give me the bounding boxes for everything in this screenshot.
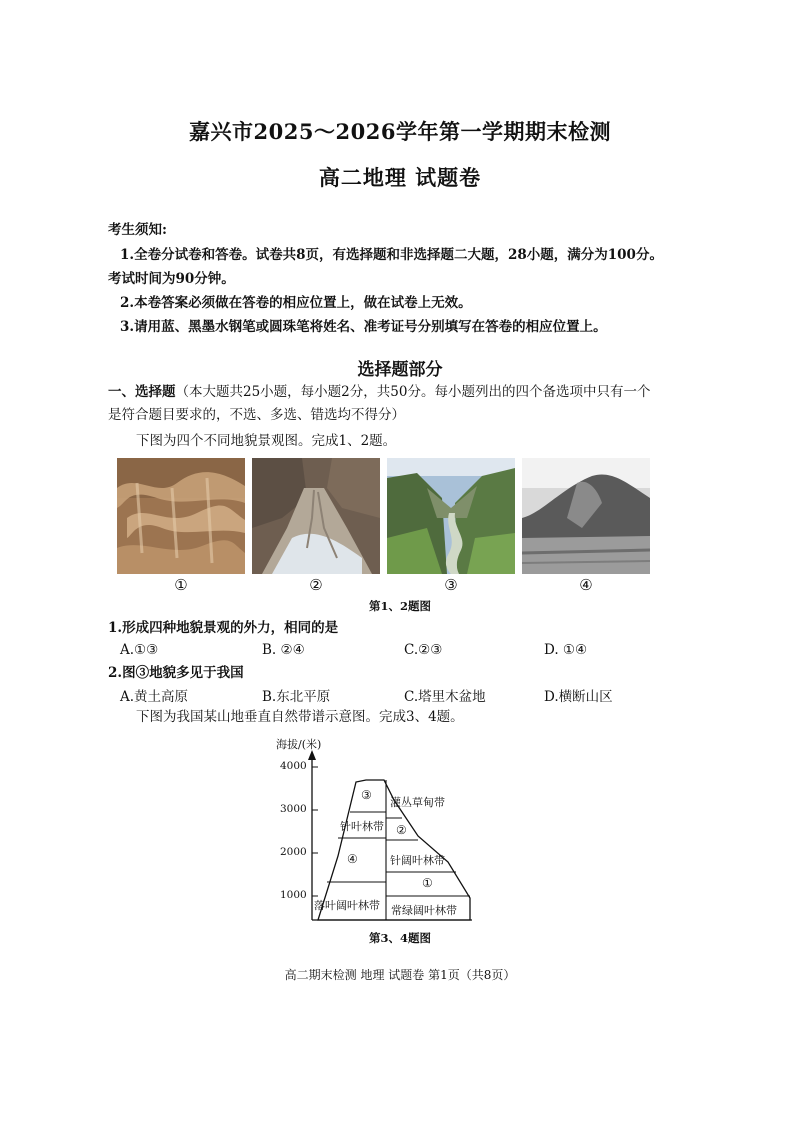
photo-desert-mountain [522,458,650,574]
photo-label-3: ③ [444,576,458,594]
exam-title: 嘉兴市2025～2026学年第一学期期末检测 [189,119,611,144]
zone-label-evergreen: 常绿阔叶林带 [391,904,457,917]
zone-label-1: ① [422,876,433,890]
photo-alluvial-fan [252,458,380,574]
figure-caption-1: 第1、2题图 [368,599,431,613]
exam-subtitle: 高二地理 试题卷 [318,165,482,190]
zone-label-coniferous: 针叶林带 [340,820,384,833]
vertical-zone-diagram [270,736,490,926]
group1-intro: 下图为四个不同地貌景观图。完成1、2题。 [136,433,397,449]
question-2-option-d[interactable]: D.横断山区 [544,689,613,705]
part-desc: （本大题共25小题，每小题2分，共50分。每小题列出的四个备选项中只有一个 [175,384,651,400]
group2-intro: 下图为我国某山地垂直自然带谱示意图。完成3、4题。 [136,709,464,725]
question-1-option-c[interactable]: C.②③ [404,642,443,658]
y-axis-label: 海拔/(米) [276,738,322,751]
notice-item-2: 2.本卷答案必须做在答卷的相应位置上，做在试卷上无效。 [120,295,472,311]
notice-item-1-cont: 考试时间为90分钟。 [108,271,235,287]
question-1-option-d[interactable]: D. ①④ [544,642,588,658]
notice-item-3: 3.请用蓝、黑墨水钢笔或圆珠笔将姓名、准考证号分别填写在答卷的相应位置上。 [120,319,607,335]
zone-label-deciduous: 落叶阔叶林带 [314,899,380,912]
tick-label-2000: 2000 [280,846,307,858]
question-2-option-b[interactable]: B.东北平原 [262,689,331,705]
part-desc-cont: 是符合题目要求的，不选、多选、错选均不得分） [108,407,405,423]
tick-label-4000: 4000 [280,760,307,772]
question-2-stem: 2.图③地貌多见于我国 [108,665,244,681]
tick-label-1000: 1000 [280,889,307,901]
photo-label-2: ② [309,576,323,594]
photo-valley-gorge [387,458,515,574]
zone-label-2: ② [396,823,407,837]
question-2-option-c[interactable]: C.塔里木盆地 [404,689,486,705]
tick-label-3000: 3000 [280,803,307,815]
notice-item-1: 1.全卷分试卷和答卷。试卷共8页，有选择题和非选择题二大题，28小题，满分为100分。 [120,247,663,263]
part-label: 一、选择题 [108,384,176,400]
photo-label-1: ① [174,576,188,594]
photo-label-4: ④ [579,576,593,594]
photo-sand-dunes [117,458,245,574]
question-1-option-a[interactable]: A.①③ [120,642,159,658]
question-1-option-b[interactable]: B. ②④ [262,642,305,658]
question-1-stem: 1.形成四种地貌景观的外力，相同的是 [108,620,339,636]
notice-heading: 考生须知: [108,222,167,238]
zone-label-4: ④ [347,852,358,866]
section-title: 选择题部分 [357,360,443,380]
zone-label-mixed-forest: 针阔叶林带 [390,854,445,867]
figure-caption-2: 第3、4题图 [368,931,431,945]
zone-label-3: ③ [361,788,372,802]
question-2-option-a[interactable]: A.黄土高原 [120,689,189,705]
zone-label-shrub-meadow: 灌丛草甸带 [390,796,445,809]
page-footer: 高二期末检测 地理 试题卷 第1页（共8页） [284,968,516,982]
part-header [108,382,650,402]
